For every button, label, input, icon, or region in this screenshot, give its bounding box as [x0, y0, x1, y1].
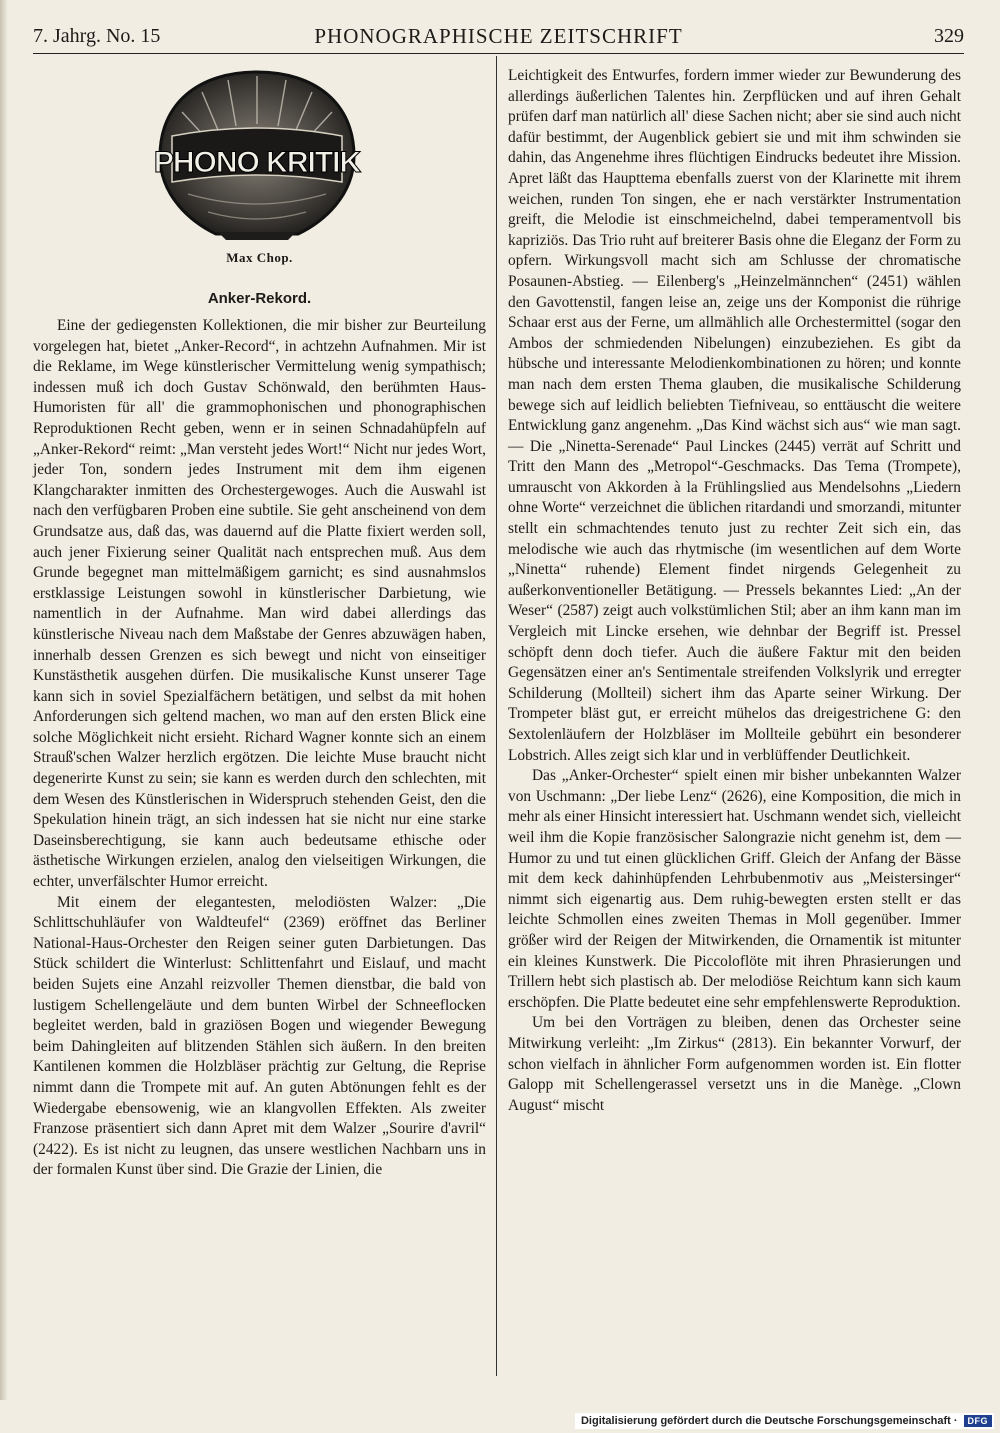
page-edge-shadow: [0, 0, 8, 1400]
digitization-credit: [575, 1413, 994, 1429]
dfg-logo: DFG: [964, 1415, 993, 1427]
paragraph: Um bei den Vorträgen zu bleiben, denen das Orchester seine Mitwirkung verleiht: „Im Zirkus“ (2813). Ein bekannter Vorwurf, der schon vielfach in ähnlicher Form aufgenommen worden ist. Ein flotter Galopp mit Schellengerassel versetzt uns in die Manège. „Clown August“ mischt: [508, 1014, 961, 1114]
left-column: [33, 316, 486, 1181]
right-column: [508, 66, 961, 1116]
page-number: 329: [934, 25, 964, 47]
author-name: Max Chop.: [226, 250, 293, 265]
paragraph: Mit einem der elegantesten, melodiösten Walzer: „Die Schlittschuhläufer von Waldteufel“ (2369) eröffnet das Berliner National-Haus-Orchester den Reigen seiner guten Darbietungen. Das Stück schildert die Winterlust: Schlittenfahrt und Eislauf, und macht beiden Sujets eine Anzahl reizvoller Themen dienstbar, die bald von lustigem Schellengeläute und dem bunten Wirbel der Schneeflocken begleitet werden, bald in graziösen Bogen und wiegender Bewegung beim Dahingleiten auf blitzenden Stählen sich äußern. In den breiten Kantilenen kommen die Holzbläser prächtig zur Geltung, die Reprise nimmt dann die Trompete mit auf. An guten Abtönungen fehlt es der Wiedergabe ebensowenig, wie an klangvollen Effekten. Als zweiter Franzose präsentiert sich dann Apret mit dem Walzer „Sourire d'avril“ (2422). Es ist nicht zu leugnen, das unsere westlichen Nachbarn uns in der formalen Kunst über sind. Die Grazie der Linien, die: [33, 893, 486, 1179]
paragraph: Leichtigkeit des Entwurfes, fordern immer wieder zur Bewunderung des allerdings äußerlichen Talentes hin. Zerpflücken und auf ihren Gehalt prüfen darf man natürlich all' diese Sachen nicht; aber sie sind auch nicht dafür bestimmt, der Augenblick gebiert sie und mit ihm schwinden sie dahin, das Angenehme ihres flüchtigen Eindrucks bedeutet ihre Mission. Apret läßt das Haupttema ebenfalls zuerst von der Klarinette mit ihrem weichen, runden Ton singen, ehe er nach verstärkter Instrumentation greift, die Melodie ist einschmeichelnd, dabei temperamentvoll bis kapriziös. Das Trio ruht auf breiterer Basis ohne die Eleganz der Form zu opfern. Wirkungsvoll macht sich am Schlusse der chromatische Posaunen-Abstieg. — Eilenberg's „Heinzelmännchen“ (2451) wählen den Gavottenstil, fangen leise an, zeige uns der Komponist die rührige Schaar erst aus der Ferne, um allmählich alle Orchestermittel (sogar den Ambos der schmiedenden Nibelungen) einzubeziehen. Es gibt da hübsche und interessante Melodienkombinationen zu hören; und konnte man nach dem ersten Thema glauben, die musikalische Schilderung bewege sich auf leidlich beliebten Tiefniveau, so enttäuscht die weitere Entwicklung ganz angenehm. „Das Kind wächst sich aus“ wie man sagt. — Die „Ninetta-Serenade“ Paul Linckes (2445) verrät auf Schritt und Tritt den Mann des „Metropol“-Geschmacks. Das Tema (Trompete), umrauscht von Akkorden à la Frühlingslied aus Mendelsohns „Liedern ohne Worte“ verzeichnet die üblichen ritardandi und smorzandi, mitunter stellt ein schmachtendes tenuto just zu rechter Zeit sich ein, das melodische wie auch das rhytmische (im wesentlichen auf dem Worte „Ninetta“ ruhende) Element findet nirgends Gelegenheit zu außerkonventioneller Betätigung. — Pressels bekanntes Lied: „An der Weser“ (2587) zeigt auch volkstümlichen Stil; aber an ihm kann man im Vergleich mit Lincke ersehen, wie dehnbar der Begriff ist. Pressel schöpft denn doch tiefer. Auch die äußere Faktur mit den beiden Gegensätzen einer an's Sentimentale streifenden Volkslyrik und erregter Schilderung (Mollteil) sichert ihm das Aparte seiner Wirkung. Der Trompeter bläst gut, er erreicht mühelos das dreigestrichene G: den Sextolenläufern der Holzbläser im Mollteile gebührt ein besonderer Lobstrich. Alles zeigt sich klar und in verblüffender Deutlichkeit.: [508, 67, 961, 764]
header-rule: [33, 53, 964, 54]
logo-text: PHONO KRITIK: [153, 146, 361, 179]
journal-title: PHONOGRAPHISCHE ZEITSCHRIFT: [314, 24, 683, 48]
article-title: Anker-Rekord.: [207, 290, 312, 307]
volume-issue: 7. Jahrg. No. 15: [33, 25, 161, 47]
paragraph: Das „Anker-Orchester“ spielt einen mir bisher unbekannten Walzer von Uschmann: „Der liebe Lenz“ (2626), eine Komposition, die mich in mehr als einer Hinsicht interessiert hat. Uschmann wendet sich, vielleicht weil ihm die Kopie französischer Salongrazie nicht genehm ist, dem — Humor zu und tut einen glücklichen Griff. Gleich der Anfang der Bässe mit dem keck dahinhüpfenden Lehrbubenmotiv aus „Meistersinger“ nimmt sich eigenartig aus. Dem ruhig-bewegten ersten stellt er das leichte Schmollen eines zweiten Themas in Moll gegenüber. Immer größer wird der Reigen der Mitwirkenden, die Ornamentik ist mitunter ein kleines Kunstwerk. Die Piccoloflöte mit ihren Phrasierungen und Trillern hebt sich plastisch ab. Der melodiöse Reichtum kann sich kaum erschöpfen. Die Platte bedeutet eine sehr empfehlenswerte Reproduktion.: [508, 767, 961, 1011]
phono-kritik-logo: [148, 64, 366, 242]
paragraph: Eine der gediegensten Kollektionen, die mir bisher zur Beurteilung vorgelegen hat, bietet „Anker-Record“, in achtzehn Aufnahmen. Mir ist die Reklame, im Wege künstlerischer Vermittelung wenig sympathisch; indessen muß ich doch Gustav Schönwald, den berühmten Haus-Humoristen für all' die grammophonischen und phonographischen Reproduktionen Recht geben, wenn er in seinen Schnadahüpfeln auf „Anker-Rekord“ reimt: „Man versteht jedes Wort!“ Nicht nur jedes Wort, jeder Ton, sondern jedes Instrument mit dem ihm eigenen Klangcharakter inmitten des Orchestergewoges. Auch die Auswahl ist nach den verfügbaren Proben eine subtile. Sie geht anscheinend von dem Grundsatze aus, daß das, was dauernd auf die Platte fixiert werden soll, auch jener Fixierung seiner Qualität nach entsprechen muß. Aus dem Grunde begegnet man mittelmäßigem garnicht; es sind ausnahmslos erstklassige Leistungen sowohl in künstlerischer Darbietung, wie namentlich in der Aufnahme. Man wird dabei allerdings das künstlerische Niveau nach dem Maßstabe der Genres abzuwägen haben, innerhalb dessen Grenzen es sich bewegt und nicht von einseitiger Kunstästhetik ausgehen dürfen. Die musikalische Kunst unserer Tage kann sich in soviel Spezialfächern betätigen, und selbst da mit hohen Anforderungen sich geltend machen, wo man auf den ersten Blick eine solche Möglichkeit nicht ersieht. Richard Wagner konnte sich an einem Strauß'schen Walzer herzlich ergötzen. Die leichte Muse braucht nicht degenerirte Kunst zu sein; sie kann es werden durch den schlechten, mit dem Wesen des Künstlerischen in Widerspruch stehenden Geist, den die Spekulation hinein trägt, an sich indessen hat sie nicht nur eine starke Daseinsberechtigung, sie kann auch bedeutsame ethische oder ästhetische Wirkungen erzielen, analog den vielseitigen Wirkungen, die echter, unverfälschter Humor erreicht.: [33, 317, 486, 891]
logo-graphic: [148, 64, 366, 242]
running-header: [33, 22, 964, 52]
credit-text: Digitalisierung gefördert durch die Deutsche Forschungsgemeinschaft ·: [580, 1415, 958, 1427]
column-divider: [496, 56, 497, 1376]
